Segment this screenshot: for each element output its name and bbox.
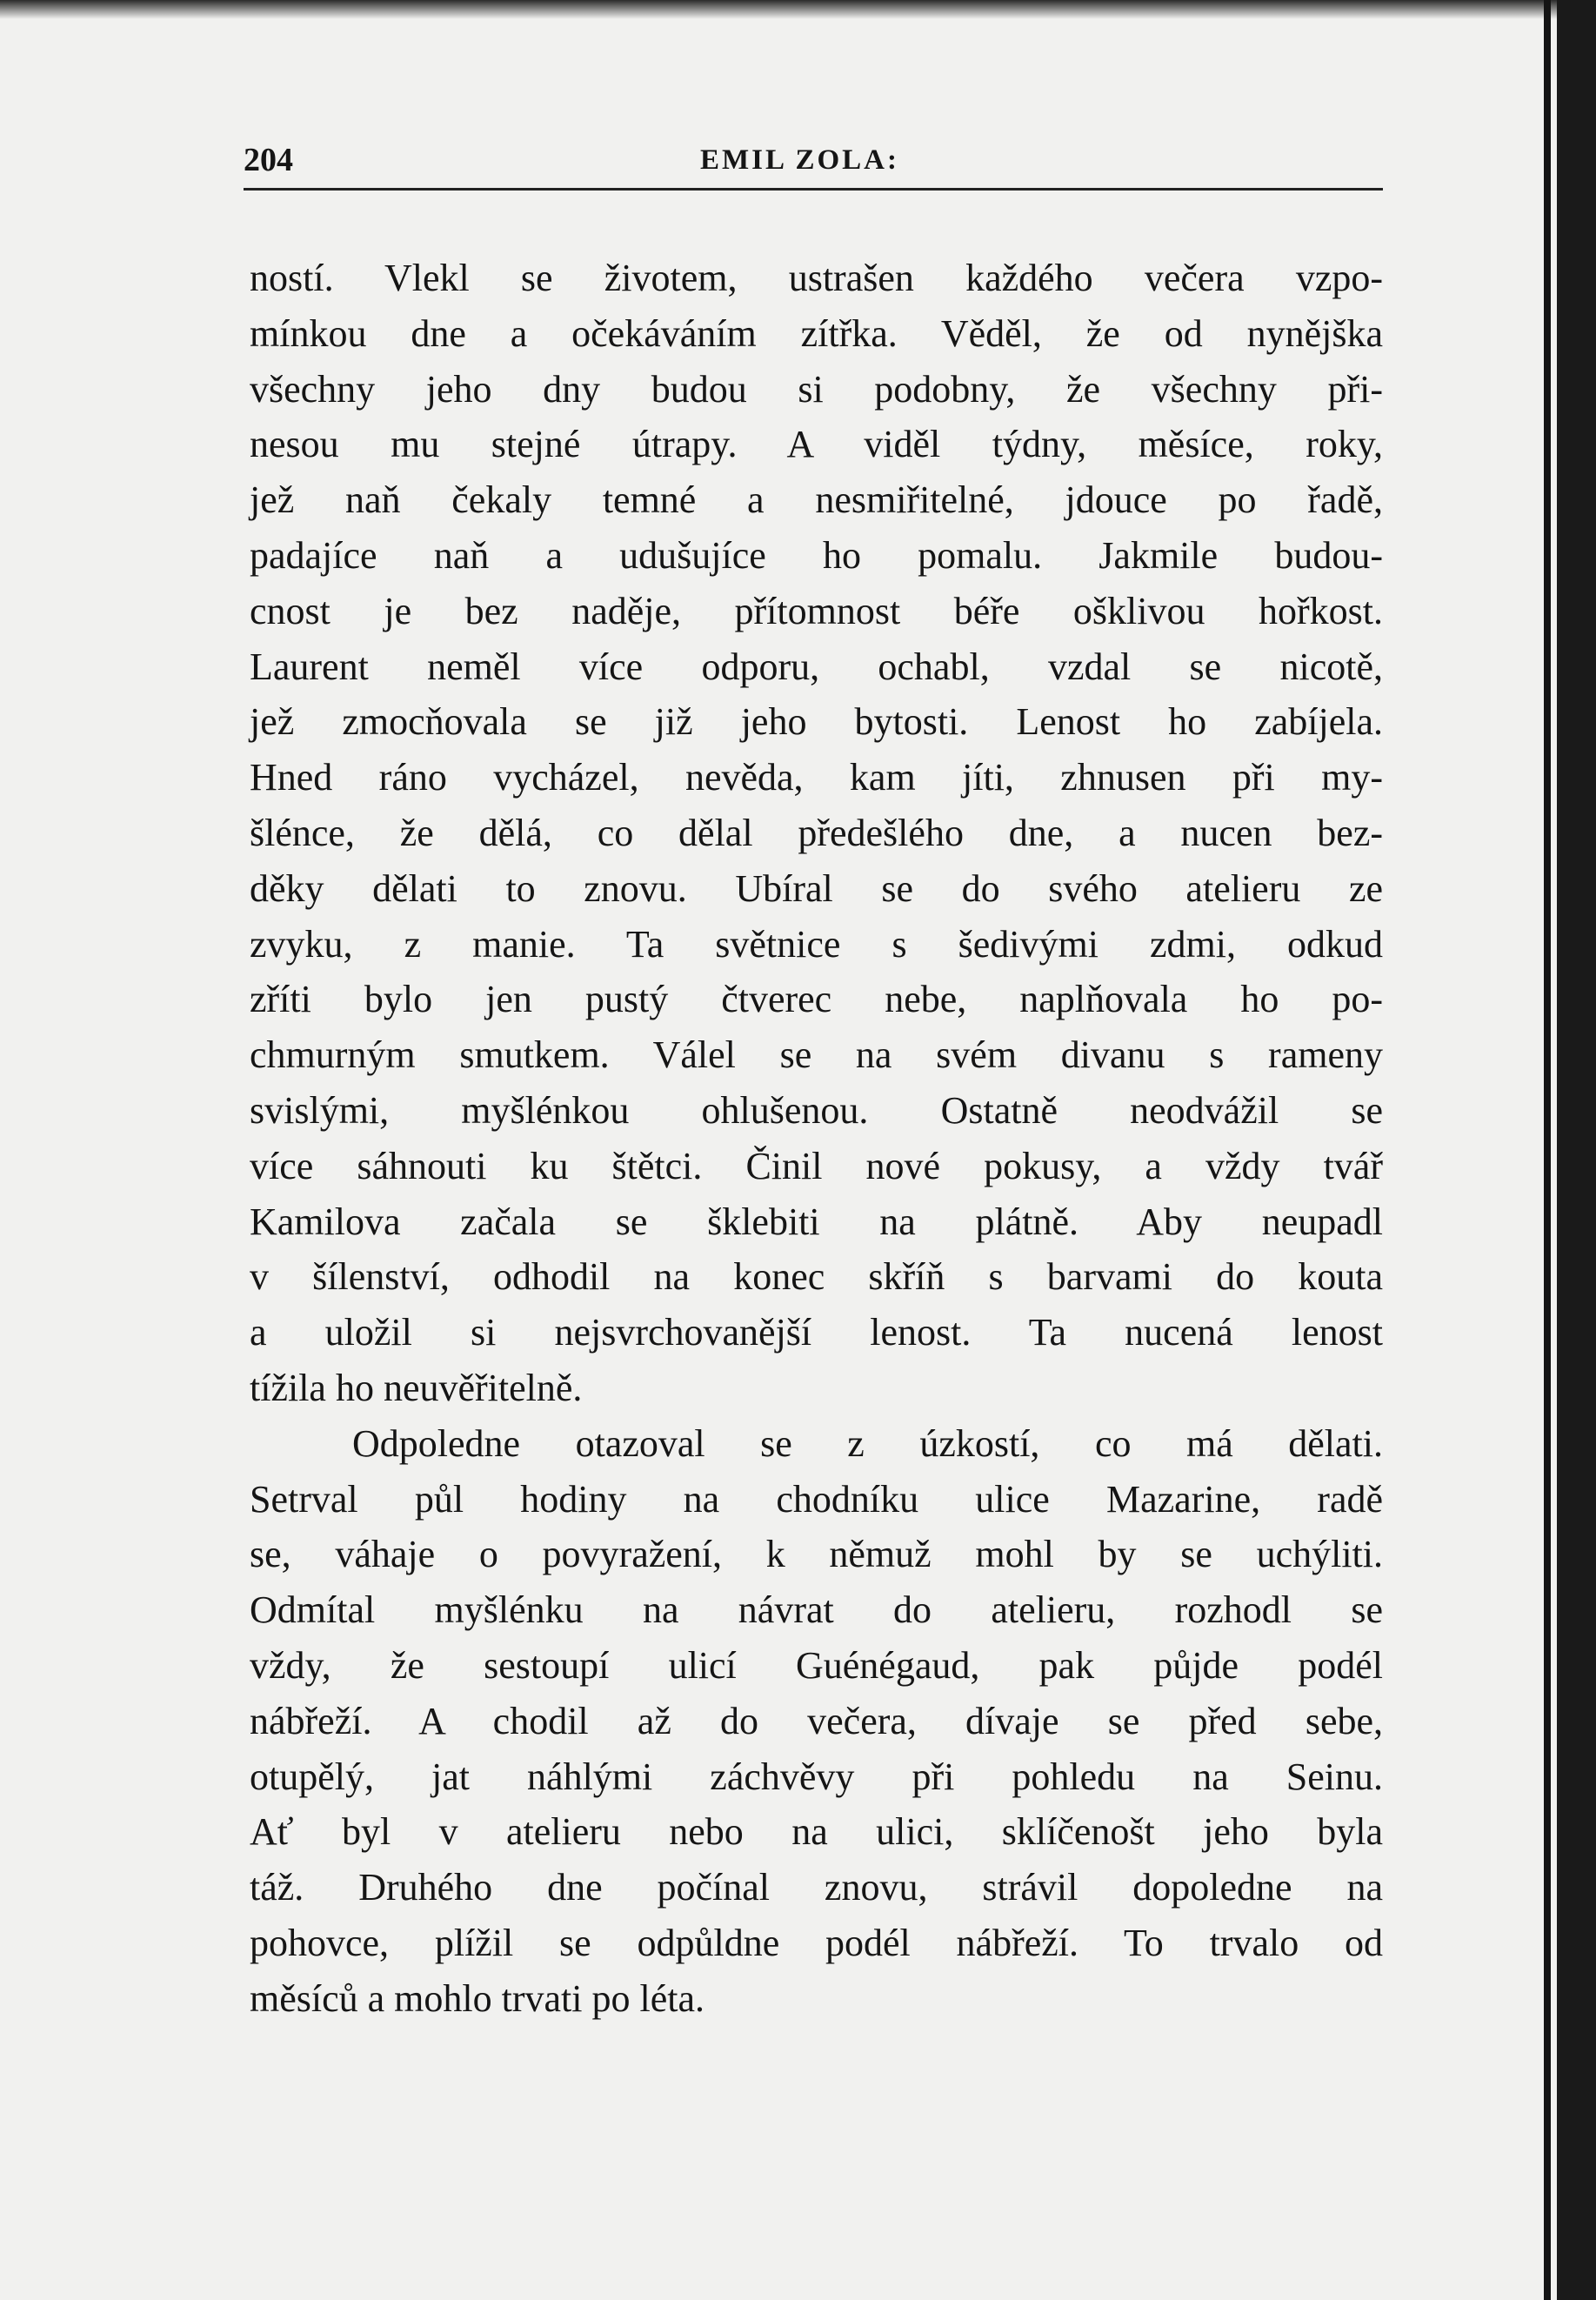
text-line: zvyku, z manie. Ta světnice s šedivými zdmi, odkud: [250, 922, 1383, 966]
binding-edge: [1544, 0, 1551, 2300]
text-line: jež zmocňovala se již jeho bytosti. Lenost ho zabíjela.: [250, 700, 1383, 744]
body-text: [250, 251, 1383, 2027]
paragraph-end-line: tížila ho neuvěřitelně.: [250, 1366, 583, 1409]
text-line: šlénce, že dělá, co dělal předešlého dne, a nucen bez-: [250, 811, 1383, 854]
text-line: Hned ráno vycházel, nevěda, kam jíti, zhnusen při my-: [250, 756, 1383, 799]
text-line: se, váhaje o povyražení, k němuž mohl by se uchýliti.: [250, 1533, 1383, 1576]
header-rule: [244, 188, 1383, 191]
text-line: jež naň čekaly temné a nesmiřitelné, jdouce po řadě,: [250, 478, 1383, 522]
text-line: padajíce naň a udušujíce ho pomalu. Jakmile budou-: [250, 533, 1383, 577]
text-line: všechny jeho dny budou si podobny, že všechny při-: [250, 367, 1383, 411]
text-line: Setrval půl hodiny na chodníku ulice Mazarine, radě: [250, 1477, 1383, 1521]
page-number: 204: [244, 142, 293, 178]
paragraph-start-line: Odpoledne otazoval se z úzkostí, co má dělati.: [352, 1421, 1383, 1465]
text-line: a uložil si nejsvrchovanější lenost. Ta nucená lenost: [250, 1311, 1383, 1354]
text-line: Laurent neměl více odporu, ochabl, vzdal se nicotě,: [250, 645, 1383, 688]
text-line: pohovce, plížil se odpůldne podél nábřeží. To trvalo od: [250, 1921, 1383, 1964]
text-line: svislými, myšlénkou ohlušenou. Ostatně neodvážil se: [250, 1088, 1383, 1132]
text-line: otupělý, jat náhlými záchvěvy při pohledu na Seinu.: [250, 1755, 1383, 1798]
running-title: EMIL ZOLA:: [700, 144, 899, 176]
text-line: ností. Vlekl se životem, ustrašen každého večera vzpo-: [250, 257, 1383, 299]
text-line: chmurným smutkem. Válel se na svém divanu s rameny: [250, 1033, 1383, 1077]
text-line: nesou mu stejné útrapy. A viděl týdny, měsíce, roky,: [250, 423, 1383, 466]
paragraph-end-line: měsíců a mohlo trvati po léta.: [250, 1976, 705, 2020]
scan-top-shadow: [0, 0, 1557, 19]
running-head: [244, 137, 1383, 190]
text-line: Odmítal myšlénku na návrat do atelieru, rozhodl se: [250, 1588, 1383, 1632]
text-line: Ať byl v atelieru nebo na ulici, sklíčenošt jeho byla: [250, 1810, 1383, 1854]
text-line: více sáhnouti ku štětci. Činil nové pokusy, a vždy tvář: [250, 1144, 1383, 1187]
text-line: táž. Druhého dne počínal znovu, strávil dopoledne na: [250, 1866, 1383, 1909]
text-line: v šílenství, odhodil na konec skříň s barvami do kouta: [250, 1255, 1383, 1299]
text-line: nábřeží. A chodil až do večera, dívaje se před sebe,: [250, 1699, 1383, 1742]
text-line: děky dělati to znovu. Ubíral se do svého atelieru ze: [250, 866, 1383, 910]
text-line: mínkou dne a očekáváním zítřka. Věděl, že od nynějška: [250, 311, 1383, 355]
text-line: Kamilova začala se šklebiti na plátně. Aby neupadl: [250, 1200, 1383, 1243]
text-line: vždy, že sestoupí ulicí Guénégaud, pak půjde podél: [250, 1643, 1383, 1687]
text-line: cnost je bez naděje, přítomnost béře ošklivou hořkost.: [250, 589, 1383, 632]
text-line: zříti bylo jen pustý čtverec nebe, naplňovala ho po-: [250, 978, 1383, 1021]
